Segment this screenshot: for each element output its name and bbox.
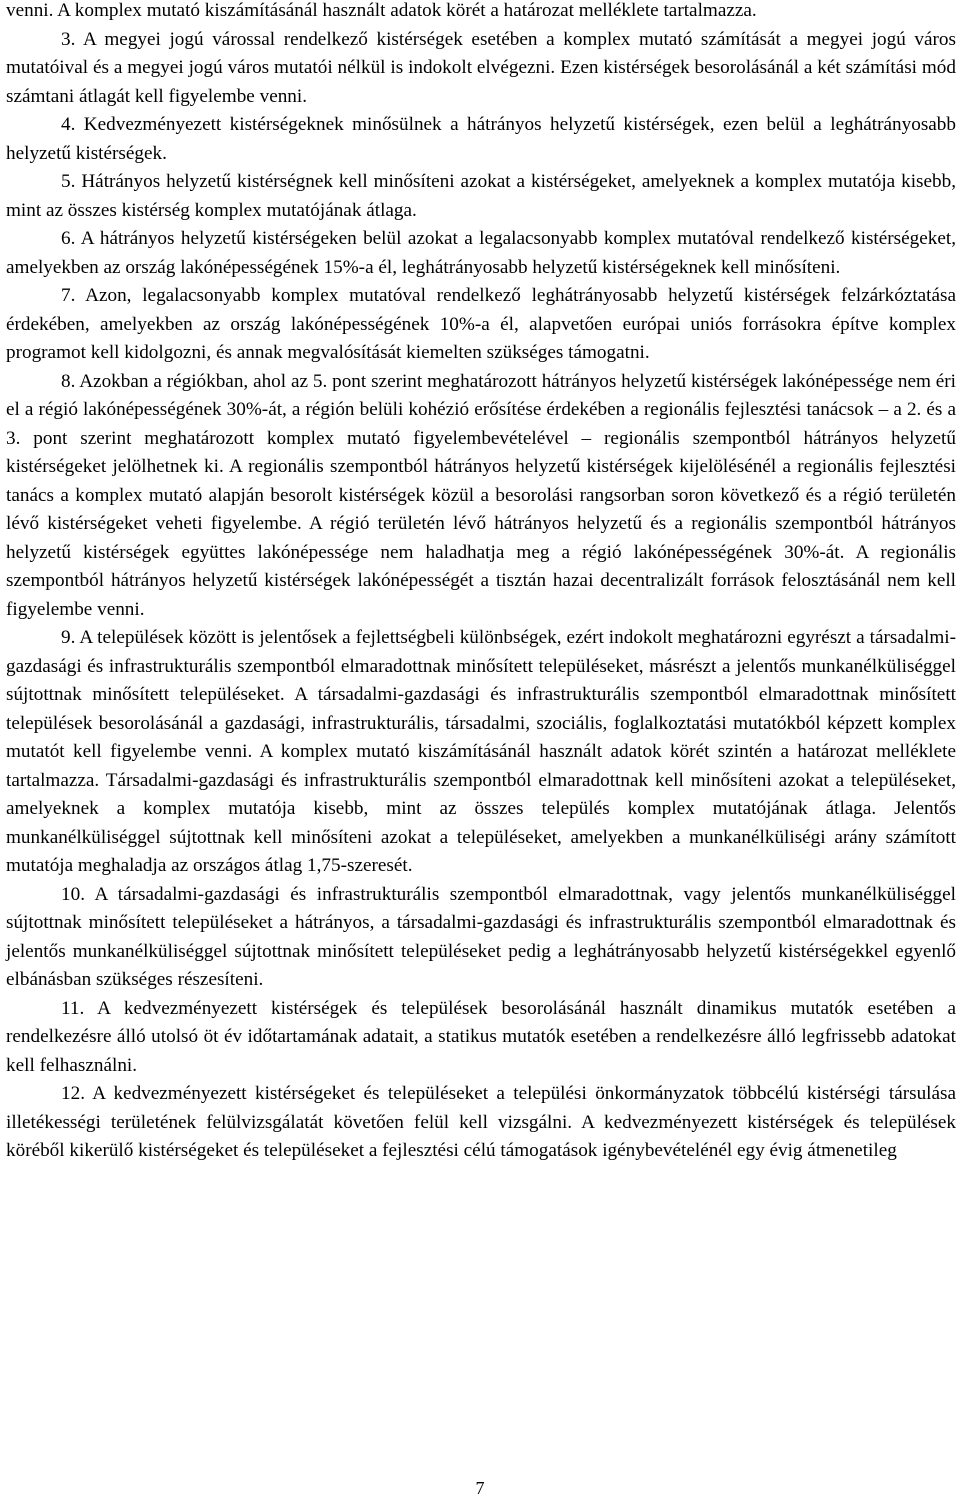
- paragraph-10: 10. A társadalmi-gazdasági és infrastrukturális szempontból elmaradottnak, vagy jelentős munkanélküliséggel sújtottnak minősített településeket a hátrányos, a társadalmi-gazdasági és infrastrukturális szempontból elmaradottnak és jelentős munkanélküliséggel sújtottnak minősített településeket pedig a leghátrányosabb helyzetű kistérségekkel egyenlő elbánásban szükséges részesíteni.: [6, 883, 956, 990]
- paragraph-4: 4. Kedvezményezett kistérségeknek minősülnek a hátrányos helyzetű kistérségek, ezen belül a leghátrányosabb helyzetű kistérségek.: [6, 114, 956, 164]
- paragraph-6: 6. A hátrányos helyzetű kistérségeken belül azokat a legalacsonyabb komplex mutatóval rendelkező kistérségeket, amelyekben az ország lakónépességének 15%-a él, leghátrányosabb helyzetű kistérségeknek kell minősíteni.: [6, 228, 956, 278]
- paragraph-11: 11. A kedvezményezett kistérségek és települések besorolásánál használt dinamikus mutatók esetében a rendelkezésre álló utolsó öt év időtartamának adatait, a statikus mutatók esetében a rendelkezésre álló legfrissebb adatokat kell felhasználni.: [6, 997, 956, 1076]
- page-number: 7: [475, 1478, 485, 1498]
- paragraph-7: 7. Azon, legalacsonyabb komplex mutatóval rendelkező leghátrányosabb helyzetű kistérségek felzárkóztatása érdekében, amelyekben az ország lakónépességének 10%-a él, alapvetően európai uniós forrásokra építve komplex programot kell kidolgozni, és annak megvalósítását kiemelten szükséges támogatni.: [6, 285, 956, 363]
- document-body: [6, 0, 956, 1166]
- paragraph-5: 5. Hátrányos helyzetű kistérségnek kell minősíteni azokat a kistérségeket, amelyeknek a komplex mutatója kisebb, mint az összes kistérség komplex mutatójának átlaga.: [6, 171, 956, 221]
- paragraph-3: 3. A megyei jogú várossal rendelkező kistérségek esetében a komplex mutató számítását a megyei jogú város mutatóival és a megyei jogú város mutatói nélkül is indokolt elvégezni. Ezen kistérségek besorolásánál a két számítási mód számtani átlagát kell figyelembe venni.: [6, 28, 956, 107]
- paragraph-12: 12. A kedvezményezett kistérségeket és településeket a települési önkormányzatok többcélú kistérségi társulása illetékességi területének felülvizsgálatát követően felül kell vizsgálni. A kedvezményezett kistérségek és települések köréből kikerülő kistérségeket és településeket a fejlesztési célú támogatások igénybevételénél egy évig átmenetileg: [6, 1083, 956, 1161]
- paragraph-8: 8. Azokban a régiókban, ahol az 5. pont szerint meghatározott hátrányos helyzetű kistérségek lakónépessége nem éri el a régió lakónépességének 30%-át, a régión belüli kohézió erősítése érdekében a regionális fejlesztési tanácsok – a 2. és a 3. pont szerint meghatározott komplex mutató figyelembevételével – regionális szempontból hátrányos helyzetű kistérségeket jelölhetnek ki. A regionális szempontból hátrányos helyzetű kistérségek kijelölésénél a regionális fejlesztési tanács a komplex mutató alapján besorolt kistérségek közül a besorolási rangsorban soron következő és a régió területén lévő kistérségeket veheti figyelembe. A régió területén lévő hátrányos helyzetű és a regionális szempontból hátrányos helyzetű kistérségek együttes lakónépessége nem haladhatja meg a régió lakónépességének 30%-át. A regionális szempontból hátrányos helyzetű kistérségek lakónépességét a tisztán hazai decentralizált források felosztásánál nem kell figyelembe venni.: [6, 370, 956, 620]
- paragraph-9: 9. A települések között is jelentősek a fejlettségbeli különbségek, ezért indokolt meghatározni egyrészt a társadalmi-gazdasági és infrastrukturális szempontból elmaradottnak minősített településeket, másrészt a jelentős munkanélküliséggel sújtottnak minősített településeket. A társadalmi-gazdasági és infrastrukturális szempontból elmaradottnak minősített települések besorolásánál a gazdasági, infrastrukturális, társadalmi, szociális, foglalkoztatási mutatókból képzett komplex mutatót kell figyelembe venni. A komplex mutató kiszámításánál használt adatok körét szintén a határozat melléklete tartalmazza. Társadalmi-gazdasági és infrastrukturális szempontból elmaradottnak kell minősíteni azokat a településeket, amelyeknek a komplex mutatója kisebb, mint az összes település komplex mutatójának átlaga. Jelentős munkanélküliséggel sújtottnak kell minősíteni azokat a településeket, amelyekben a munkanélküliségi arány számított mutatója meghaladja az országos átlag 1,75-szeresét.: [6, 627, 956, 876]
- paragraph-2-continuation: venni. A komplex mutató kiszámításánál használt adatok körét a határozat melléklete tartalmazza.: [6, 0, 757, 21]
